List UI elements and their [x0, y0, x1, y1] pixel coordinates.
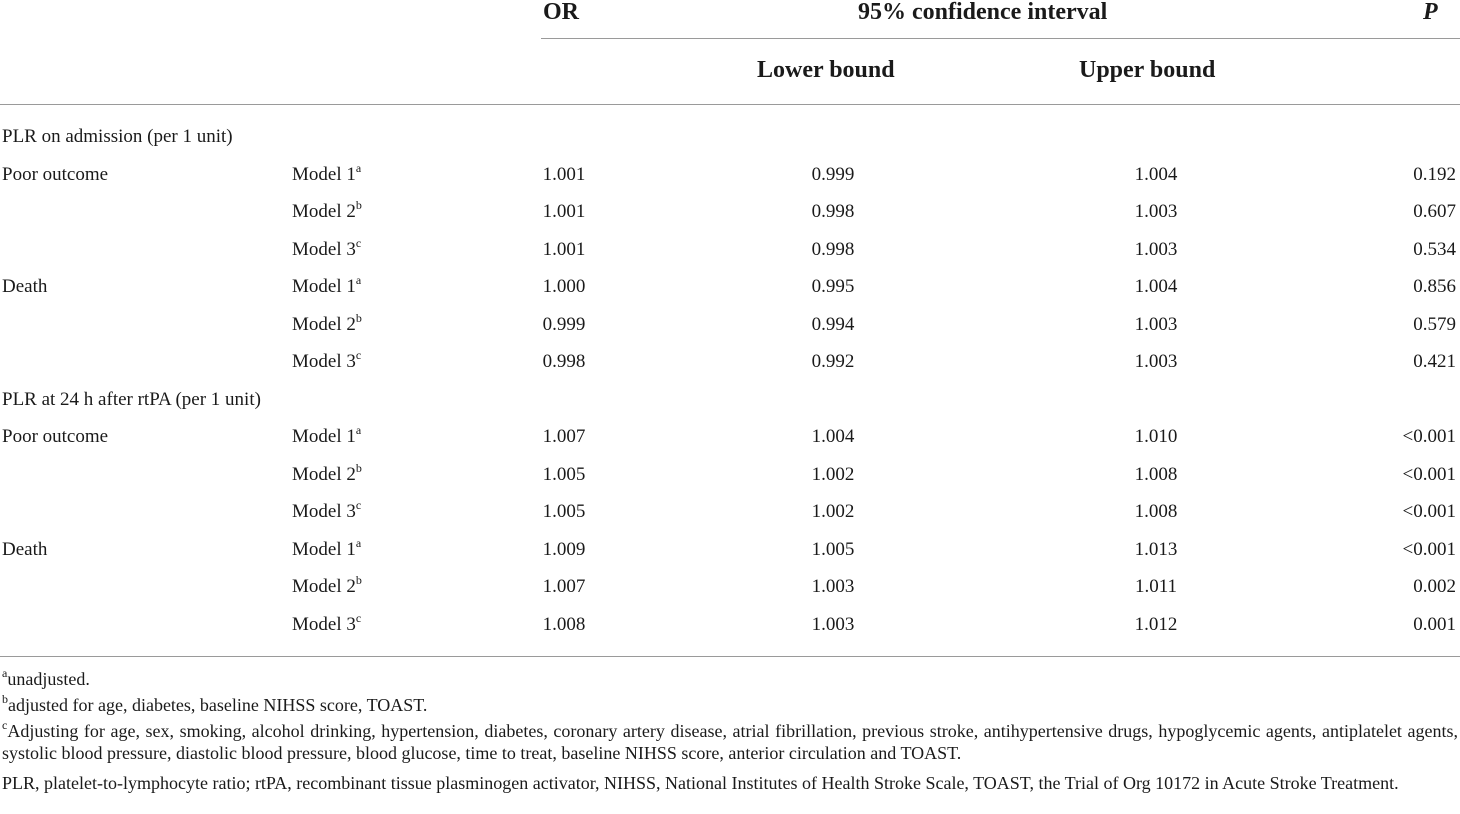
lower-bound-value: 1.005	[811, 539, 855, 560]
model-name: Model 2	[292, 576, 356, 597]
model-footnote-marker: b	[355, 461, 362, 475]
lower-bound-value: 1.003	[811, 576, 855, 597]
header-p: P	[1423, 0, 1438, 25]
header-bottom-rule	[0, 104, 1460, 105]
upper-bound-value: 1.003	[1134, 201, 1178, 222]
lower-bound-value: 0.992	[811, 351, 855, 372]
model-label	[292, 461, 362, 486]
model-name: Model 3	[292, 239, 356, 260]
lower-bound-value: 0.995	[811, 276, 855, 297]
or-value: 1.007	[542, 426, 586, 447]
p-value: <0.001	[1402, 426, 1456, 447]
p-value: 0.421	[1413, 351, 1456, 372]
p-value: <0.001	[1402, 464, 1456, 485]
p-value: 0.856	[1413, 276, 1456, 297]
model-footnote-marker: b	[355, 573, 362, 587]
model-label	[292, 311, 362, 336]
upper-bound-value: 1.010	[1134, 426, 1178, 447]
p-value: 0.534	[1413, 239, 1456, 260]
or-value: 0.998	[542, 351, 586, 372]
lower-bound-value: 0.998	[811, 239, 855, 260]
model-footnote-marker: a	[355, 536, 362, 550]
or-value: 1.005	[542, 501, 586, 522]
model-label	[292, 348, 362, 373]
upper-bound-value: 1.012	[1134, 614, 1178, 635]
model-label	[292, 273, 362, 298]
footnote-marker: c	[2, 718, 8, 732]
footnote-text: adjusted for age, diabetes, baseline NIHSS score, TOAST.	[8, 695, 428, 715]
outcome-label: Death	[2, 276, 48, 297]
or-value: 1.000	[542, 276, 586, 297]
lower-bound-value: 0.994	[811, 314, 855, 335]
footnote-c	[2, 720, 1458, 764]
or-value: 1.005	[542, 464, 586, 485]
outcome-label: Death	[2, 539, 48, 560]
or-value: 1.007	[542, 576, 586, 597]
model-label	[292, 198, 362, 223]
footnote-text: PLR, platelet-to-lymphocyte ratio; rtPA, recombinant tissue plasminogen activator, NIHSS, National Institutes of Health Stroke Scale, TOAST, the Trial of Org 10172 in Acute Stroke Treatment.	[2, 773, 1399, 793]
footnote-abbreviations	[2, 772, 1458, 794]
p-value: 0.579	[1413, 314, 1456, 335]
model-name: Model 3	[292, 614, 356, 635]
model-footnote-marker: a	[355, 161, 362, 175]
model-name: Model 1	[292, 539, 356, 560]
footnote-marker: b	[2, 692, 8, 706]
ci-header-rule	[541, 38, 1460, 39]
upper-bound-value: 1.004	[1134, 276, 1178, 297]
upper-bound-value: 1.004	[1134, 164, 1178, 185]
table-bottom-rule	[0, 656, 1460, 657]
upper-bound-value: 1.003	[1134, 351, 1178, 372]
or-value: 1.001	[542, 201, 586, 222]
model-label	[292, 573, 362, 598]
model-label	[292, 611, 362, 636]
model-label	[292, 498, 362, 523]
model-name: Model 3	[292, 501, 356, 522]
model-label	[292, 236, 362, 261]
model-label	[292, 536, 362, 561]
p-value: <0.001	[1402, 501, 1456, 522]
lower-bound-value: 1.002	[811, 501, 855, 522]
header-confidence-interval: 95% confidence interval	[858, 0, 1108, 25]
lower-bound-value: 0.998	[811, 201, 855, 222]
lower-bound-value: 1.004	[811, 426, 855, 447]
p-value: 0.001	[1413, 614, 1456, 635]
header-lower-bound: Lower bound	[757, 57, 895, 83]
section-title: PLR at 24 h after rtPA (per 1 unit)	[2, 389, 261, 410]
p-value: <0.001	[1402, 539, 1456, 560]
model-footnote-marker: a	[355, 273, 362, 287]
lower-bound-value: 1.003	[811, 614, 855, 635]
upper-bound-value: 1.008	[1134, 464, 1178, 485]
p-value: 0.192	[1413, 164, 1456, 185]
model-label	[292, 423, 362, 448]
header-upper-bound: Upper bound	[1079, 57, 1216, 83]
model-footnote-marker: b	[355, 198, 362, 212]
footnote-text: Adjusting for age, sex, smoking, alcohol drinking, hypertension, diabetes, coronary artery disease, atrial fibrillation, previous stroke, antihypertensive drugs, hypoglycemic agents, antiplatelet agents, systolic blood pressure, diastolic blood pressure, blood glucose, time to treat, baseline NIHSS score, anterior circulation and TOAST.	[2, 721, 1458, 763]
or-value: 1.008	[542, 614, 586, 635]
model-name: Model 1	[292, 426, 356, 447]
model-name: Model 2	[292, 464, 356, 485]
footnote-text: unadjusted.	[7, 669, 90, 689]
section-title: PLR on admission (per 1 unit)	[2, 126, 233, 147]
lower-bound-value: 0.999	[811, 164, 855, 185]
model-footnote-marker: c	[355, 236, 362, 250]
upper-bound-value: 1.011	[1134, 576, 1178, 597]
model-name: Model 2	[292, 314, 356, 335]
outcome-label: Poor outcome	[2, 164, 109, 185]
model-name: Model 3	[292, 351, 356, 372]
upper-bound-value: 1.003	[1134, 314, 1178, 335]
or-value: 1.001	[542, 239, 586, 260]
footnote-a	[2, 668, 1458, 690]
p-value: 0.002	[1413, 576, 1456, 597]
or-value: 1.009	[542, 539, 586, 560]
footnote-b	[2, 694, 1458, 716]
upper-bound-value: 1.008	[1134, 501, 1178, 522]
model-footnote-marker: c	[355, 611, 362, 625]
p-value: 0.607	[1413, 201, 1456, 222]
upper-bound-value: 1.003	[1134, 239, 1178, 260]
model-footnote-marker: a	[355, 423, 362, 437]
model-label	[292, 161, 362, 186]
model-name: Model 1	[292, 276, 356, 297]
model-footnote-marker: c	[355, 498, 362, 512]
outcome-label: Poor outcome	[2, 426, 109, 447]
model-footnote-marker: b	[355, 311, 362, 325]
or-value: 0.999	[542, 314, 586, 335]
model-footnote-marker: c	[355, 348, 362, 362]
or-value: 1.001	[542, 164, 586, 185]
lower-bound-value: 1.002	[811, 464, 855, 485]
footnote-marker: a	[2, 666, 8, 680]
upper-bound-value: 1.013	[1134, 539, 1178, 560]
header-or: OR	[543, 0, 579, 25]
model-name: Model 1	[292, 164, 356, 185]
model-name: Model 2	[292, 201, 356, 222]
